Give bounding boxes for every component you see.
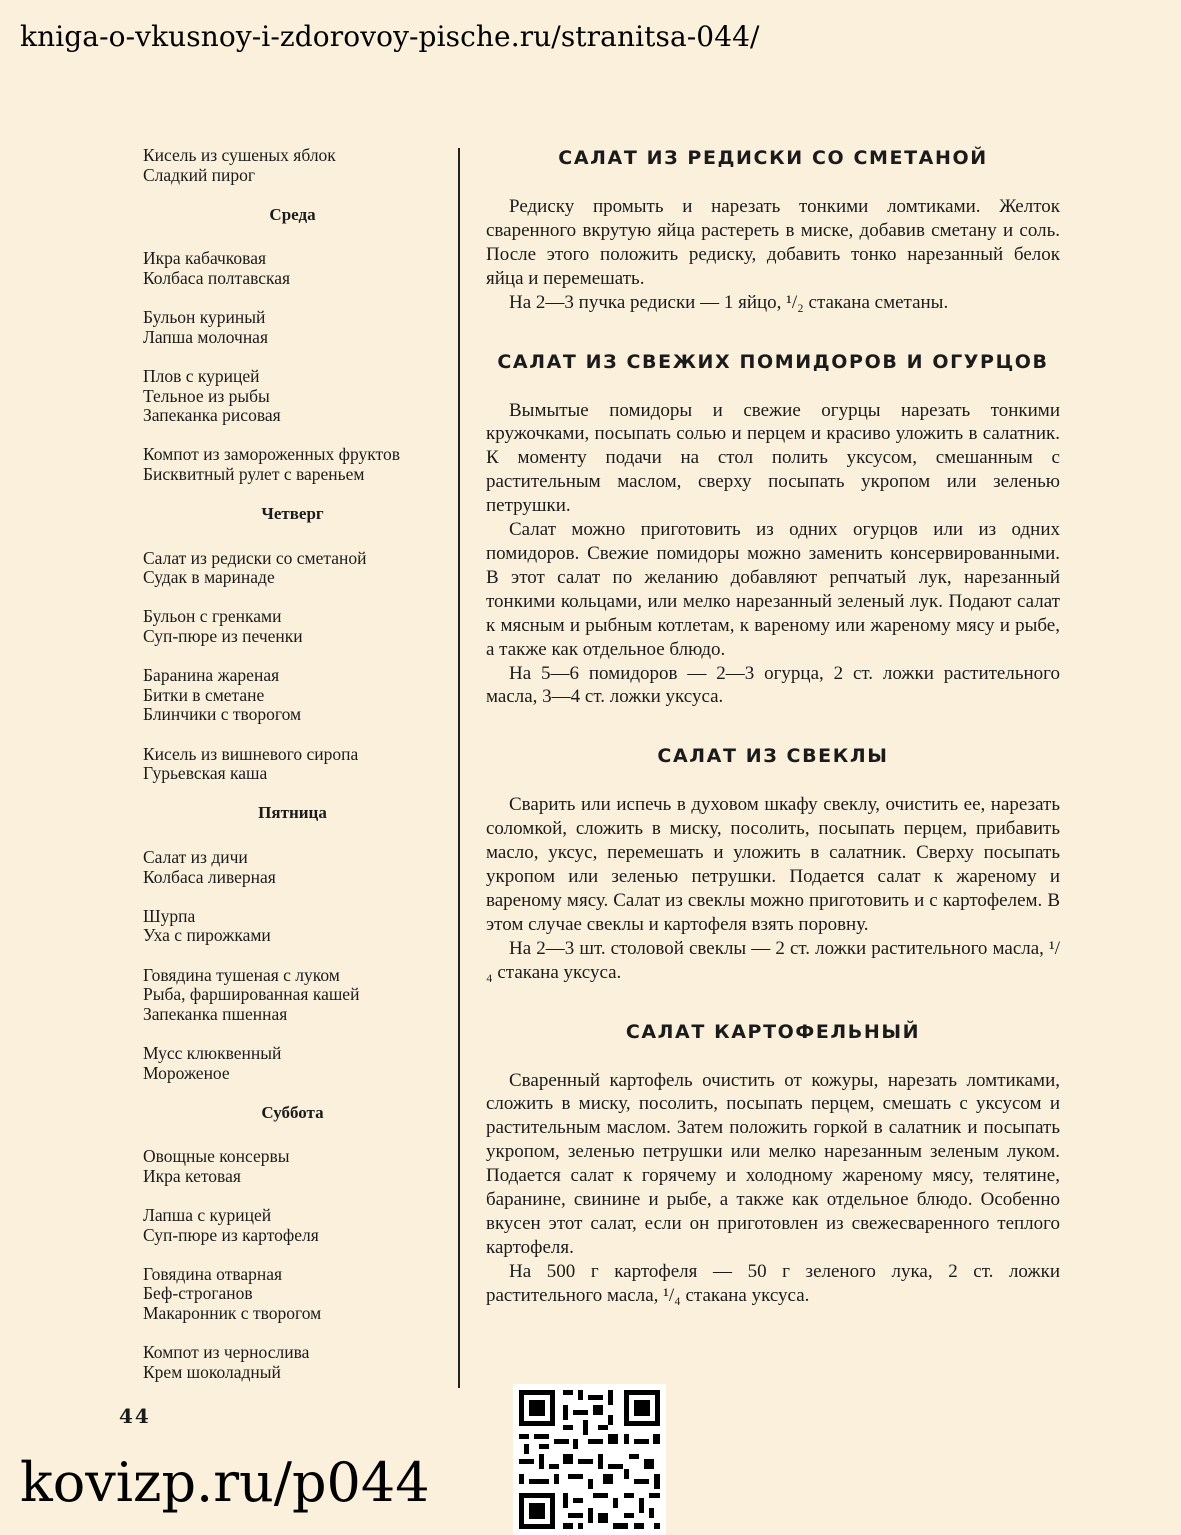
menu-item: Битки в сметане — [143, 684, 265, 705]
weekly-menu — [143, 146, 438, 1402]
menu-group — [143, 146, 438, 185]
menu-item: Уха с пирожками — [143, 925, 271, 946]
menu-item: Бисквитный рулет с вареньем — [143, 463, 365, 484]
menu-item: Икра кетовая — [143, 1165, 241, 1186]
menu-item: Плов с курицей — [143, 365, 260, 386]
menu-item: Баранина жареная — [143, 665, 280, 686]
recipe-proportions: На 500 г картофеля — 50 г зеленого лука, 2 ст. ложки растительного масла, ¹/₄ стакана уксуса. — [486, 1260, 1060, 1306]
menu-group — [143, 249, 438, 288]
menu-item: Салат из дичи — [143, 847, 248, 867]
recipe-title: САЛАТ КАРТОФЕЛЬНЫЙ — [625, 1020, 921, 1043]
menu-item: Колбаса ливерная — [143, 866, 276, 887]
recipe-paragraph: Салат можно приготовить из одних огурцов или из одних помидоров. Свежие помидоры можно заменить консервированными. В этот салат по желанию добавляют репчатый лук, нарезанный тонкими кольцами, или мелко нарезанный зеленый лук. Подают салат к мясным и рыбным котлетам, к вареному или жареному мясу и рыбе, а также как отдельное блюдо. — [486, 519, 1060, 660]
day-heading-saturday: Суббота — [261, 1102, 324, 1122]
menu-item: Сладкий пирог — [143, 164, 256, 185]
menu-item: Лапша с курицей — [143, 1205, 272, 1226]
menu-group — [143, 848, 438, 887]
menu-item: Салат из редиски со сметаной — [143, 547, 367, 568]
menu-item: Компот из чернослива — [143, 1342, 310, 1363]
day-heading-wednesday: Среда — [269, 204, 316, 224]
menu-item: Говядина тушеная с луком — [143, 964, 340, 985]
menu-item: Макаронник с творогом — [143, 1303, 322, 1324]
menu-item: Крем шоколадный — [143, 1361, 281, 1382]
recipe-radish-salad — [486, 146, 1060, 315]
menu-group — [143, 367, 438, 426]
menu-group — [143, 1147, 438, 1186]
menu-item: Суп-пюре из картофеля — [143, 1224, 319, 1245]
menu-item: Овощные консервы — [143, 1146, 290, 1167]
menu-group — [143, 907, 438, 946]
day-heading-thursday: Четверг — [261, 504, 324, 524]
menu-group — [143, 745, 438, 784]
menu-group — [143, 1265, 438, 1324]
menu-item: Гурьевская каша — [143, 763, 268, 784]
menu-item: Мусс клюквенный — [143, 1042, 282, 1063]
menu-group — [143, 1044, 438, 1083]
column-divider — [458, 148, 460, 1388]
menu-item: Суп-пюре из печенки — [143, 626, 303, 647]
menu-group — [143, 308, 438, 347]
menu-item: Шурпа — [143, 905, 196, 926]
menu-item: Лапша молочная — [143, 326, 268, 347]
menu-item: Колбаса полтавская — [143, 267, 291, 288]
recipe-proportions: На 2—3 шт. столовой свеклы — 2 ст. ложки растительного масла, ¹/₄ стакана уксуса. — [486, 937, 1060, 983]
recipe-paragraph: Редиску промыть и нарезать тонкими ломтиками. Желток сваренного вкрутую яйца растереть в миске, добавив сметану и соль. После этого положить редиску, добавить тонко нарезанный белок яйца и перемешать. — [486, 196, 1060, 289]
recipe-tomato-cucumber-salad — [486, 350, 1060, 710]
menu-group — [143, 607, 438, 646]
menu-item: Блинчики с творогом — [143, 704, 302, 725]
recipe-paragraph: Сваренный картофель очистить от кожуры, нарезать ломтиками, сложить в миску, посолить, посыпать перцем, смешать с уксусом и растительным маслом. Затем положить горкой в салатник и посыпать укропом, зеленью петрушки или мелко нарезанным зеленым луком. Подается салат к горячему и холодному жареному мясу, телятине, баранине, свинине и рыбе, а также как отдельное блюдо. Особенно вкусен этот салат, если он приготовлен из свежесваренного теплого картофеля. — [486, 1069, 1060, 1258]
menu-item: Компот из замороженных фруктов — [143, 444, 400, 465]
qr-code-icon — [513, 1384, 666, 1535]
menu-group — [143, 549, 438, 588]
day-heading-friday: Пятница — [258, 803, 327, 823]
menu-group — [143, 1343, 438, 1382]
qr-code[interactable] — [513, 1384, 666, 1535]
top-url[interactable]: kniga-o-vkusnoy-i-zdorovoy-pische.ru/stranitsa-044/ — [20, 20, 760, 53]
page-number: 44 — [119, 1404, 151, 1428]
menu-group — [143, 966, 438, 1025]
menu-item: Бульон с гренками — [143, 606, 282, 627]
menu-item: Беф-строганов — [143, 1283, 253, 1304]
menu-group — [143, 445, 438, 484]
menu-item: Мороженое — [143, 1062, 230, 1083]
menu-item: Икра кабачковая — [143, 248, 267, 269]
menu-item: Говядина отварная — [143, 1263, 283, 1284]
recipe-proportions: На 2—3 пучка редиски — 1 яйцо, ¹/₂ стакана сметаны. — [509, 291, 949, 313]
recipe-title: САЛАТ ИЗ СВЕКЛЫ — [657, 745, 889, 768]
recipe-title: САЛАТ ИЗ СВЕЖИХ ПОМИДОРОВ И ОГУРЦОВ — [497, 350, 1049, 373]
menu-item: Тельное из рыбы — [143, 385, 270, 406]
menu-item: Бульон куриный — [143, 307, 266, 328]
short-url[interactable]: kovizp.ru/p044 — [20, 1451, 430, 1514]
menu-group — [143, 666, 438, 725]
recipe-title: САЛАТ ИЗ РЕДИСКИ СО СМЕТАНОЙ — [558, 147, 988, 169]
menu-item: Запеканка пшенная — [143, 1003, 288, 1024]
menu-item: Запеканка рисовая — [143, 405, 281, 426]
recipe-paragraph: Сварить или испечь в духовом шкафу свеклу, очистить ее, нарезать соломкой, сложить в миску, посолить, посыпать перцем, прибавить масло, уксус, перемешать и уложить в салатник. Сверху посыпать укропом или зеленью петрушки. Подается салат к жареному и вареному мясу. Салат из свеклы можно приготовить и с картофелем. В этом случае свеклы и картофеля взять поровну. — [486, 794, 1060, 935]
recipe-potato-salad — [486, 1020, 1060, 1308]
menu-item: Рыба, фаршированная кашей — [143, 984, 360, 1005]
recipes-column — [486, 146, 1060, 1343]
menu-item: Кисель из сушеных яблок — [143, 145, 336, 165]
menu-item: Кисель из вишневого сиропа — [143, 743, 359, 764]
menu-item: Судак в маринаде — [143, 567, 275, 588]
recipe-proportions: На 5—6 помидоров — 2—3 огурца, 2 ст. ложки растительного масла, 3—4 ст. ложки уксуса. — [486, 662, 1060, 708]
recipe-beet-salad — [486, 744, 1060, 984]
recipe-paragraph: Вымытые помидоры и свежие огурцы нарезать тонкими кружочками, посыпать солью и перцем и красиво уложить в салатник. К моменту подачи на стол полить уксусом, смешанным с растительным маслом, сверху посыпать укропом или зеленью петрушки. — [486, 399, 1060, 517]
menu-group — [143, 1206, 438, 1245]
